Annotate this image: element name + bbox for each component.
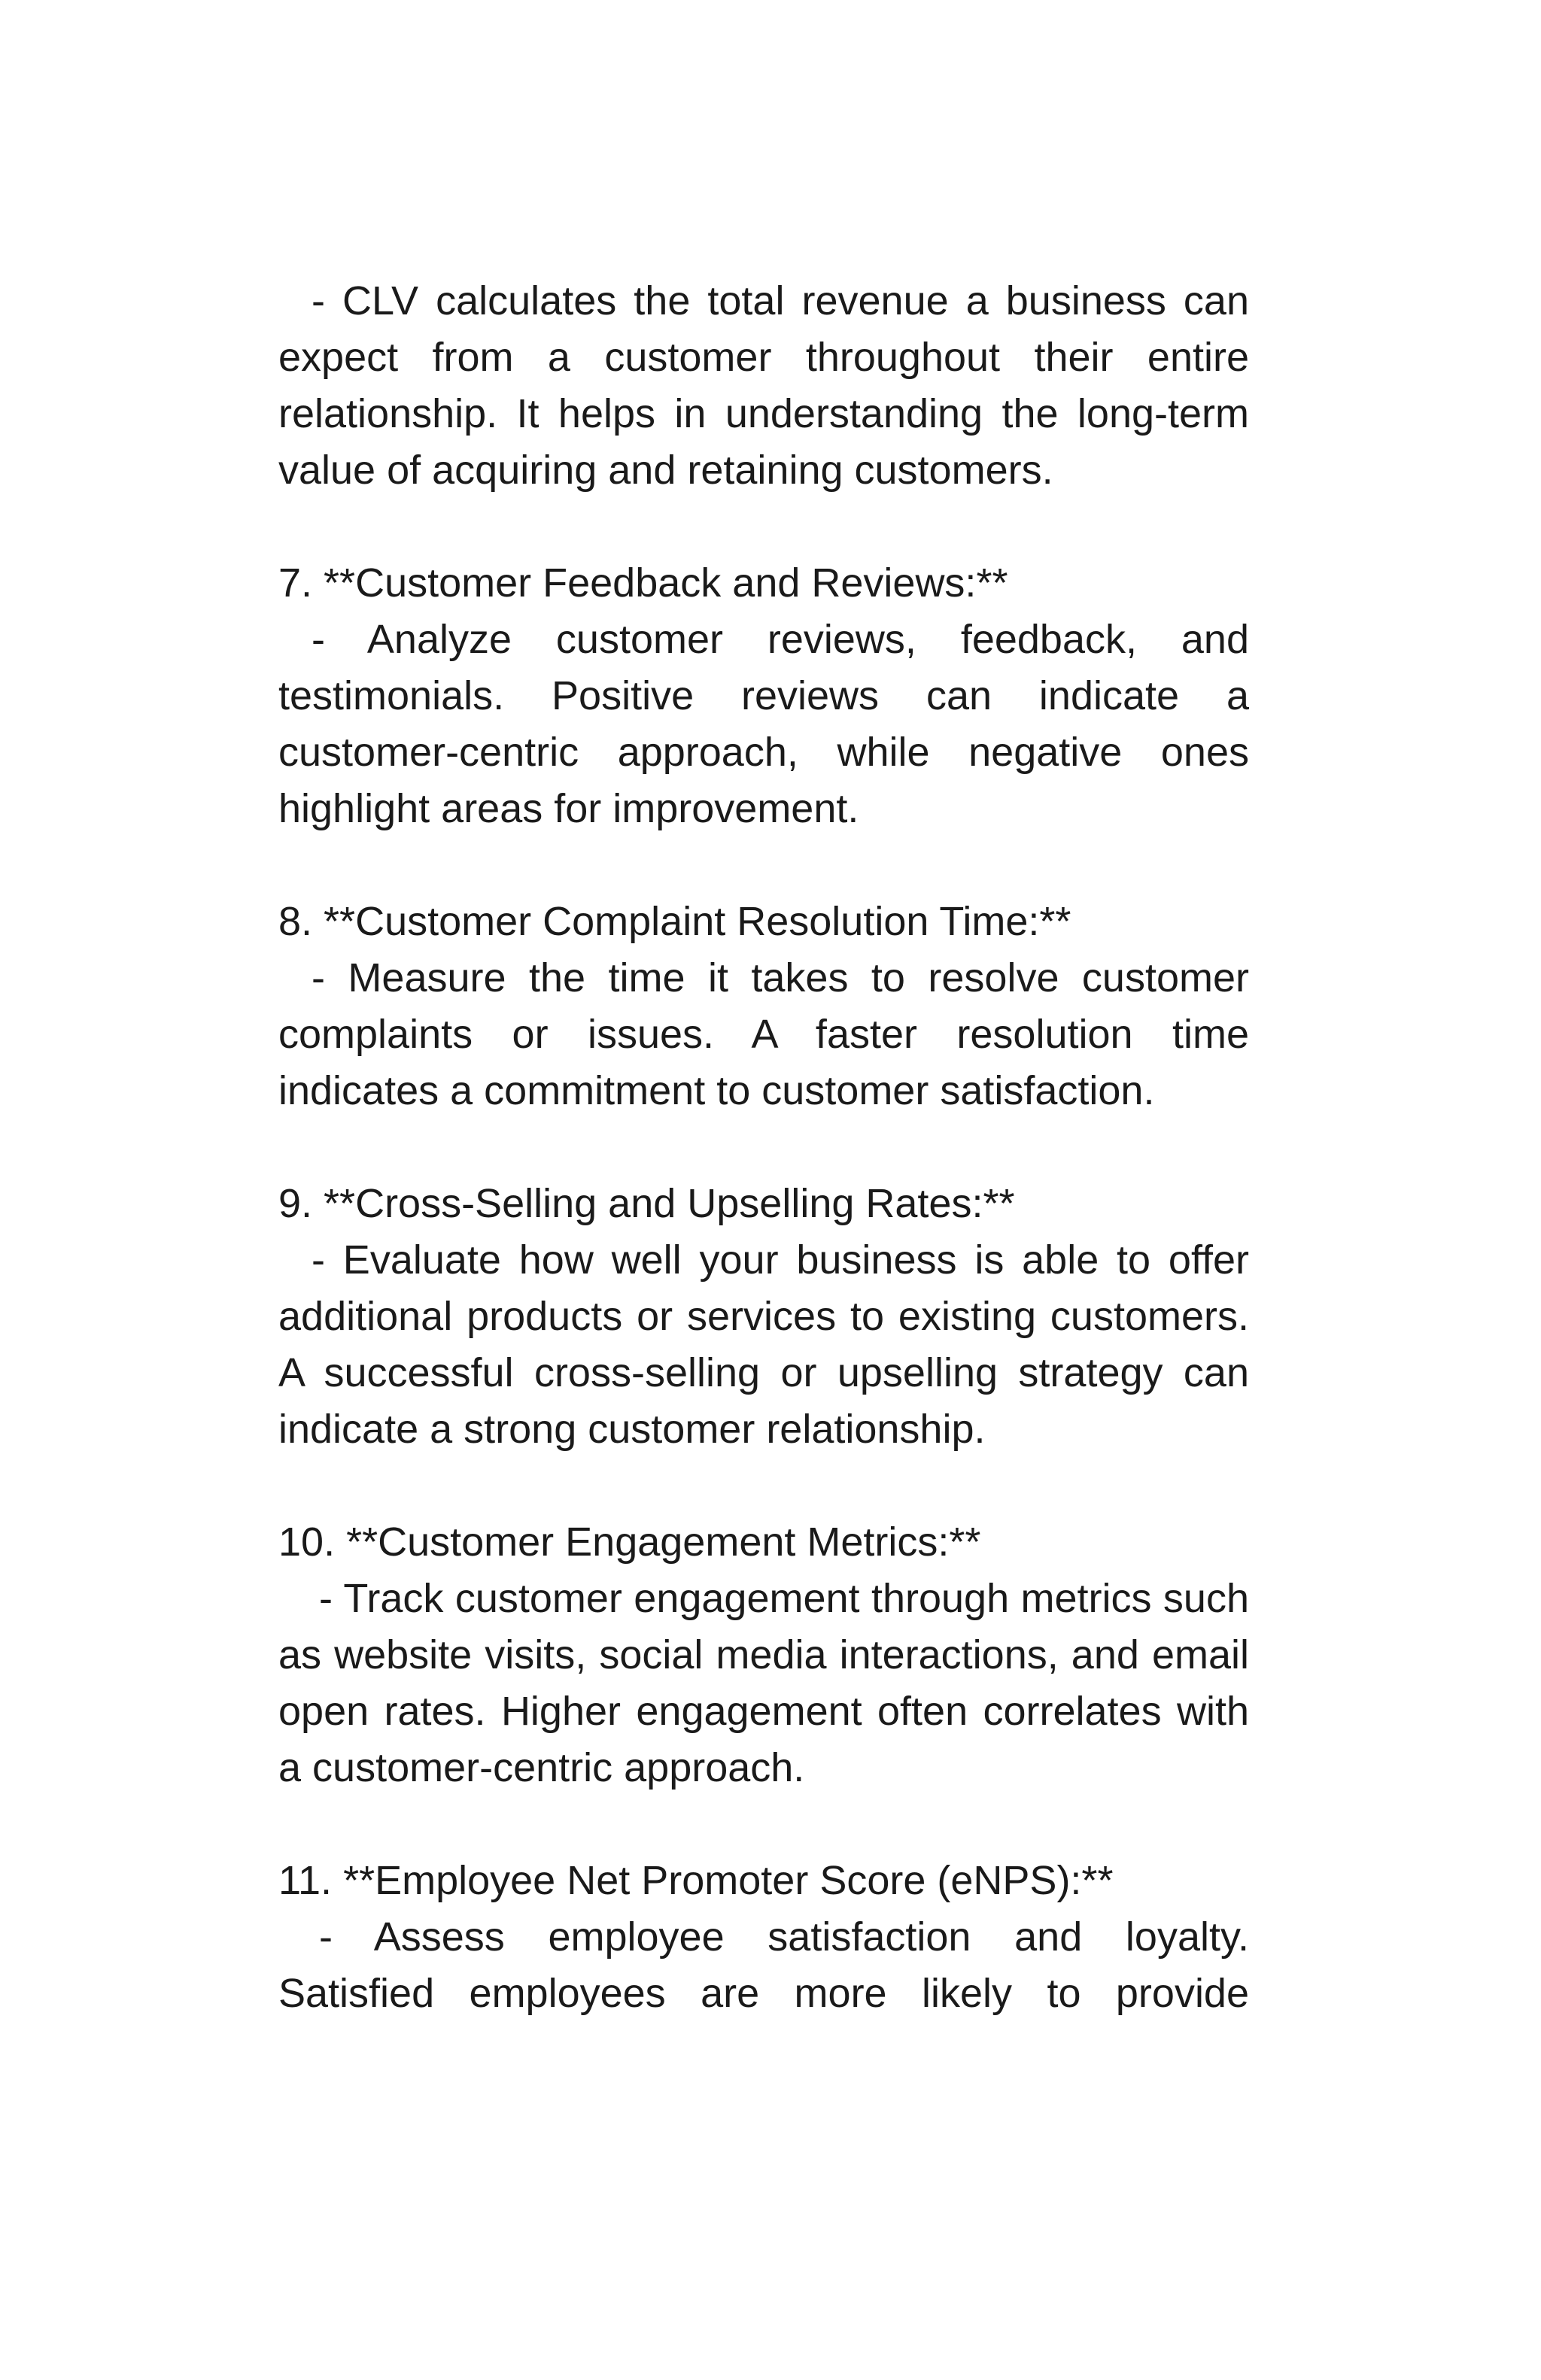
section-complaint-resolution — [278, 894, 1249, 1119]
section-cross-selling — [278, 1176, 1249, 1458]
section-body: - Assess employee satisfaction and loyalty. Satisfied employees are more likely to provide — [278, 1914, 1249, 2016]
section-body: - Evaluate how well your business is able to offer additional products or services to existing customers. A successful cross-selling or upselling strategy can indicate a strong customer relationship. — [278, 1237, 1249, 1452]
section-customer-feedback — [278, 555, 1249, 837]
section-heading: 10. **Customer Engagement Metrics:** — [278, 1519, 981, 1565]
section-heading: 8. **Customer Complaint Resolution Time:** — [278, 899, 1071, 944]
section-heading: 11. **Employee Net Promoter Score (eNPS):** — [278, 1858, 1114, 1903]
section-engagement-metrics — [278, 1514, 1249, 1796]
section-employee-nps — [278, 1853, 1249, 2022]
section-heading: 7. **Customer Feedback and Reviews:** — [278, 560, 1008, 606]
section-heading: 9. **Cross-Selling and Upselling Rates:** — [278, 1181, 1015, 1226]
section-body: - Track customer engagement through metrics such as website visits, social media interactions, and email open rates. Higher engagement often correlates with a customer-centric approach. — [278, 1576, 1249, 1790]
section-body: - Analyze customer reviews, feedback, and testimonials. Positive reviews can indicate a customer-centric approach, while negative ones highlight areas for improvement. — [278, 617, 1249, 831]
document-page — [278, 273, 1249, 2022]
intro-paragraph: - CLV calculates the total revenue a business can expect from a customer throughout their entire relationship. It helps in understanding the long-term value of acquiring and retaining customers. — [278, 278, 1249, 493]
section-body: - Measure the time it takes to resolve customer complaints or issues. A faster resolution time indicates a commitment to customer satisfaction. — [278, 955, 1249, 1113]
